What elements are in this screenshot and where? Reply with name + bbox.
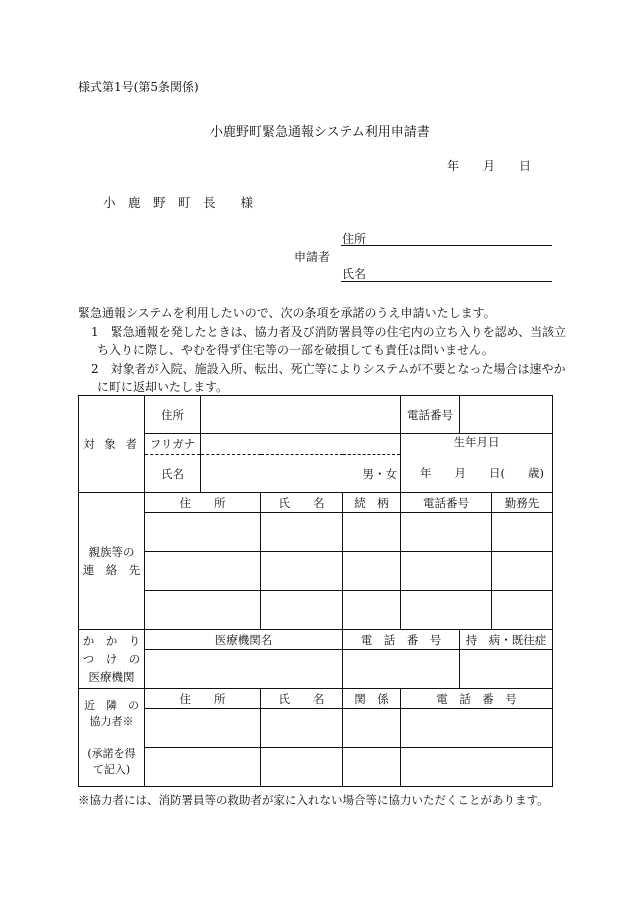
medical-col-institution: 医療機関名 [145,630,343,650]
relatives-row-1-relation[interactable] [343,513,401,552]
medical-condition-field[interactable] [460,650,553,689]
relatives-row-1-name[interactable] [261,513,343,552]
medical-col-condition: 持 病・既往症 [460,630,553,650]
subject-phone-field[interactable] [460,396,553,434]
neighbors-col-phone: 電 話 番 号 [401,689,553,709]
subject-furigana-field[interactable] [201,434,401,455]
neighbors-row-2-address[interactable] [145,748,261,787]
relatives-row-1-workplace[interactable] [492,513,553,552]
applicant-name-line[interactable] [341,281,552,282]
neighbors-row-2-relation[interactable] [343,748,401,787]
clause-2-line-2: に町に返却いたします。 [97,380,229,394]
subject-address-field[interactable] [201,396,401,434]
neighbors-col-relation: 関 係 [343,689,401,709]
subject-heading: 対 象 者 [79,396,145,493]
addressee: 小 鹿 野 町 長 様 [103,195,254,210]
relatives-row-3-relation[interactable] [343,591,401,630]
neighbors-col-address: 住 所 [145,689,261,709]
applicant-address-line[interactable] [341,245,552,246]
neighbors-row-2-phone[interactable] [401,748,553,787]
relatives-col-phone: 電話番号 [401,493,492,513]
relatives-col-relation: 続 柄 [343,493,401,513]
neighbors-row-2-name[interactable] [261,748,343,787]
footnote: ※協力者には、消防署員等の救助者が家に入れない場合等に協力いただくことがあります。 [78,793,549,807]
clause-1-line-1: 1 緊急通報を発したときは、協力者及び消防署員等の住宅内の立ち入りを認め、当該立 [91,325,567,339]
subject-birthdate-field[interactable]: 年 月 日( 歳) [401,455,553,493]
relatives-row-2-phone[interactable] [401,552,492,591]
neighbors-row-1-address[interactable] [145,709,261,748]
relatives-row-2-address[interactable] [145,552,261,591]
applicant-address-label: 住所 [342,232,367,246]
form-number: 様式第1号(第5条関係) [78,80,199,94]
relatives-row-3-address[interactable] [145,591,261,630]
neighbors-heading: 近 隣 の 協力者※ (承諾を得 て記入) [79,689,145,787]
neighbors-col-name: 氏 名 [261,689,343,709]
relatives-row-3-phone[interactable] [401,591,492,630]
neighbors-row-1-relation[interactable] [343,709,401,748]
subject-phone-label: 電話番号 [401,396,460,434]
relatives-heading: 親族等の 連 絡 先 [79,493,145,630]
applicant-name-label: 氏名 [342,267,367,281]
relatives-row-1-address[interactable] [145,513,261,552]
subject-birthdate-label: 生年月日 [401,434,553,455]
medical-phone-field[interactable] [343,650,460,689]
intro-text: 緊急通報システムを利用したいので、次の条項を承諾のうえ申請いたします。 [78,306,496,320]
relatives-col-address: 住 所 [145,493,261,513]
subject-furigana-label: フリガナ [145,434,201,455]
relatives-row-3-name[interactable] [261,591,343,630]
subject-name-label: 氏名 [145,455,201,493]
clause-1-line-2: ち入りに際し、やむを得ず住宅等の一部を破損しても責任は問いません。 [97,343,494,357]
subject-gender[interactable]: 男・女 [201,455,401,493]
application-date: 年 月 日 [447,159,532,173]
subject-address-label: 住所 [145,396,201,434]
relatives-row-1-phone[interactable] [401,513,492,552]
relatives-col-workplace: 勤務先 [492,493,553,513]
relatives-row-3-workplace[interactable] [492,591,553,630]
medical-heading: か か り つ け の 医療機関 [79,630,145,689]
form-title: 小鹿野町緊急通報システム利用申請書 [210,125,430,140]
relatives-col-name: 氏 名 [261,493,343,513]
applicant-label: 申請者 [294,250,331,264]
relatives-row-2-relation[interactable] [343,552,401,591]
neighbors-row-1-name[interactable] [261,709,343,748]
medical-col-phone: 電 話 番 号 [343,630,460,650]
application-table [78,395,553,787]
medical-institution-field[interactable] [145,650,343,689]
neighbors-row-1-phone[interactable] [401,709,553,748]
relatives-row-2-name[interactable] [261,552,343,591]
relatives-row-2-workplace[interactable] [492,552,553,591]
clause-2-line-1: 2 対象者が入院、施設入所、転出、死亡等によりシステムが不要となった場合は速やか [91,362,566,376]
